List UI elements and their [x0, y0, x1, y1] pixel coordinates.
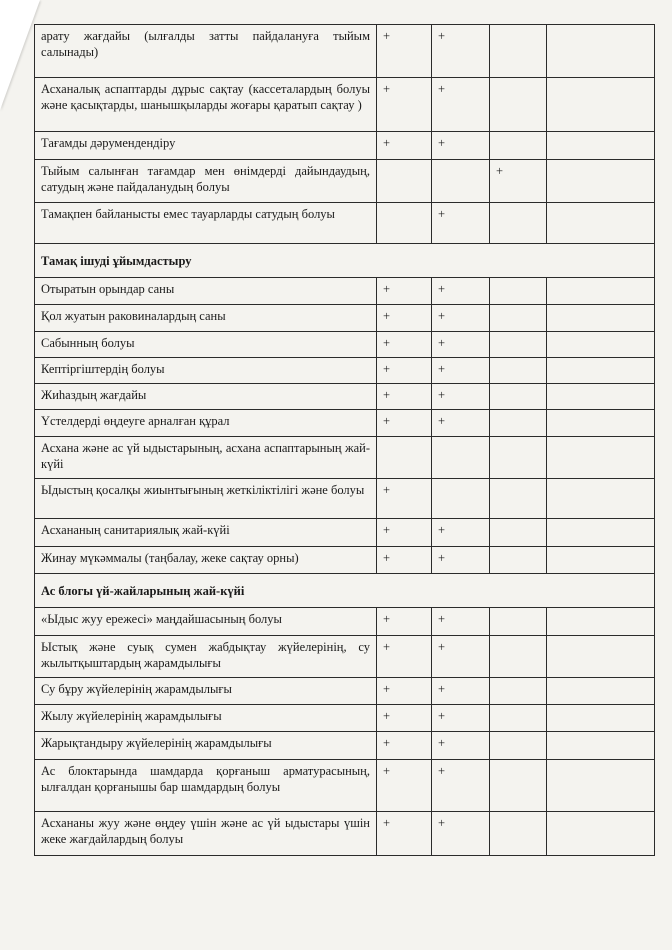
mark-cell: +	[432, 705, 490, 732]
criterion-text: Асхананы жуу және өңдеу үшін және ас үй ыдыстары үшін жеке жағдайлардың болуы	[35, 812, 377, 856]
mark-cell	[547, 160, 655, 203]
mark-cell	[547, 203, 655, 244]
table-row	[35, 25, 655, 78]
mark-cell: +	[432, 812, 490, 856]
criterion-text: Ыстық және суық сумен жабдықтау жүйелерінің, су жылытқыштардың жарамдылығы	[35, 636, 377, 678]
table-row	[35, 732, 655, 760]
section-header-row	[35, 244, 655, 278]
mark-cell	[547, 519, 655, 547]
folded-page-corner	[0, 0, 40, 110]
mark-cell	[432, 479, 490, 519]
table-row	[35, 410, 655, 437]
table-row	[35, 278, 655, 305]
mark-cell: +	[377, 547, 432, 574]
mark-cell: +	[432, 278, 490, 305]
table-row	[35, 608, 655, 636]
mark-cell	[547, 479, 655, 519]
mark-cell: +	[377, 636, 432, 678]
section-title: Тамақ ішуді ұйымдастыру	[35, 244, 655, 278]
table-row	[35, 812, 655, 856]
mark-cell	[490, 437, 547, 479]
mark-cell: +	[432, 608, 490, 636]
mark-cell: +	[377, 812, 432, 856]
table-row	[35, 519, 655, 547]
mark-cell	[490, 132, 547, 160]
table-row	[35, 479, 655, 519]
table-row	[35, 705, 655, 732]
table-row	[35, 358, 655, 384]
mark-cell	[490, 203, 547, 244]
mark-cell	[490, 78, 547, 132]
mark-cell	[547, 410, 655, 437]
mark-cell	[547, 437, 655, 479]
mark-cell	[490, 25, 547, 78]
mark-cell	[490, 547, 547, 574]
section-header-row	[35, 574, 655, 608]
mark-cell: +	[432, 358, 490, 384]
mark-cell	[432, 437, 490, 479]
mark-cell: +	[377, 705, 432, 732]
mark-cell	[547, 705, 655, 732]
mark-cell	[547, 278, 655, 305]
mark-cell: +	[490, 160, 547, 203]
table-row	[35, 384, 655, 410]
mark-cell	[490, 358, 547, 384]
mark-cell	[547, 678, 655, 705]
mark-cell: +	[377, 608, 432, 636]
mark-cell: +	[432, 203, 490, 244]
criterion-text: «Ыдыс жуу ережесі» маңдайшасының болуы	[35, 608, 377, 636]
mark-cell	[490, 332, 547, 358]
mark-cell	[490, 705, 547, 732]
mark-cell	[547, 547, 655, 574]
mark-cell	[490, 760, 547, 812]
mark-cell: +	[432, 384, 490, 410]
table-row	[35, 678, 655, 705]
mark-cell: +	[377, 479, 432, 519]
mark-cell	[547, 358, 655, 384]
mark-cell: +	[377, 678, 432, 705]
mark-cell	[490, 812, 547, 856]
criterion-text: Су бұру жүйелерінің жарамдылығы	[35, 678, 377, 705]
mark-cell: +	[377, 760, 432, 812]
mark-cell: +	[432, 25, 490, 78]
mark-cell: +	[377, 25, 432, 78]
mark-cell	[547, 132, 655, 160]
table-row	[35, 132, 655, 160]
criterion-text: Асханалық аспаптарды дұрыс сақтау (кассеталардың болуы және қасықтарды, шанышқыларды жоғары қаратып сақтау )	[35, 78, 377, 132]
mark-cell: +	[432, 519, 490, 547]
mark-cell	[490, 410, 547, 437]
mark-cell	[547, 305, 655, 332]
criterion-text: Жинау мүкәммалы (таңбалау, жеке сақтау орны)	[35, 547, 377, 574]
mark-cell: +	[377, 358, 432, 384]
mark-cell	[377, 203, 432, 244]
section-title: Ас блогы үй-жайларының жай-күйі	[35, 574, 655, 608]
mark-cell: +	[377, 410, 432, 437]
criterion-text: Отыратын орындар саны	[35, 278, 377, 305]
mark-cell	[547, 636, 655, 678]
mark-cell: +	[432, 760, 490, 812]
table-row	[35, 203, 655, 244]
criterion-text: Қол жуатын раковиналардың саны	[35, 305, 377, 332]
mark-cell	[547, 608, 655, 636]
mark-cell	[490, 479, 547, 519]
mark-cell	[490, 384, 547, 410]
mark-cell: +	[432, 410, 490, 437]
mark-cell: +	[432, 678, 490, 705]
table-row	[35, 760, 655, 812]
mark-cell: +	[377, 332, 432, 358]
mark-cell	[547, 760, 655, 812]
criterion-text: Кептіргіштердің болуы	[35, 358, 377, 384]
mark-cell: +	[377, 732, 432, 760]
mark-cell	[547, 812, 655, 856]
criterion-text: Ыдыстың қосалқы жиынтығының жеткіліктілігі және болуы	[35, 479, 377, 519]
table-row	[35, 636, 655, 678]
criterion-text: Асхана және ас үй ыдыстарының, асхана аспаптарының жай-күйі	[35, 437, 377, 479]
inspection-checklist-table	[34, 24, 655, 856]
mark-cell	[490, 732, 547, 760]
table-row	[35, 78, 655, 132]
criterion-text: Ас блоктарында шамдарда қорғаныш арматурасының, ылғалдан қорғанышы бар шамдардың болуы	[35, 760, 377, 812]
mark-cell	[377, 160, 432, 203]
criterion-text: Сабынның болуы	[35, 332, 377, 358]
criterion-text: арату жағдайы (ылғалды затты пайдалануға тыйым салынады)	[35, 25, 377, 78]
mark-cell: +	[432, 547, 490, 574]
mark-cell: +	[432, 732, 490, 760]
criterion-text: Жылу жүйелерінің жарамдылығы	[35, 705, 377, 732]
mark-cell	[432, 160, 490, 203]
mark-cell: +	[432, 636, 490, 678]
criterion-text: Тыйым салынған тағамдар мен өнімдерді дайындаудың, сатудың және пайдаланудың болуы	[35, 160, 377, 203]
mark-cell	[490, 305, 547, 332]
mark-cell	[490, 608, 547, 636]
table-row	[35, 305, 655, 332]
mark-cell	[490, 519, 547, 547]
table-row	[35, 547, 655, 574]
mark-cell: +	[377, 132, 432, 160]
mark-cell: +	[377, 384, 432, 410]
table-row	[35, 160, 655, 203]
criterion-text: Үстелдерді өңдеуге арналған құрал	[35, 410, 377, 437]
criterion-text: Тағамды дәрумендендіру	[35, 132, 377, 160]
mark-cell: +	[432, 305, 490, 332]
mark-cell	[547, 25, 655, 78]
criterion-text: Тамақпен байланысты емес тауарларды сатудың болуы	[35, 203, 377, 244]
mark-cell: +	[432, 132, 490, 160]
table-row	[35, 437, 655, 479]
criterion-text: Жарықтандыру жүйелерінің жарамдылығы	[35, 732, 377, 760]
mark-cell: +	[377, 519, 432, 547]
criterion-text: Асхананың санитариялық жай-күйі	[35, 519, 377, 547]
mark-cell	[490, 636, 547, 678]
mark-cell	[377, 437, 432, 479]
mark-cell: +	[432, 78, 490, 132]
criterion-text: Жиһаздың жағдайы	[35, 384, 377, 410]
table-row	[35, 332, 655, 358]
mark-cell: +	[432, 332, 490, 358]
mark-cell	[547, 384, 655, 410]
mark-cell	[547, 78, 655, 132]
mark-cell: +	[377, 278, 432, 305]
mark-cell: +	[377, 78, 432, 132]
mark-cell	[490, 678, 547, 705]
mark-cell: +	[377, 305, 432, 332]
mark-cell	[490, 278, 547, 305]
mark-cell	[547, 332, 655, 358]
mark-cell	[547, 732, 655, 760]
